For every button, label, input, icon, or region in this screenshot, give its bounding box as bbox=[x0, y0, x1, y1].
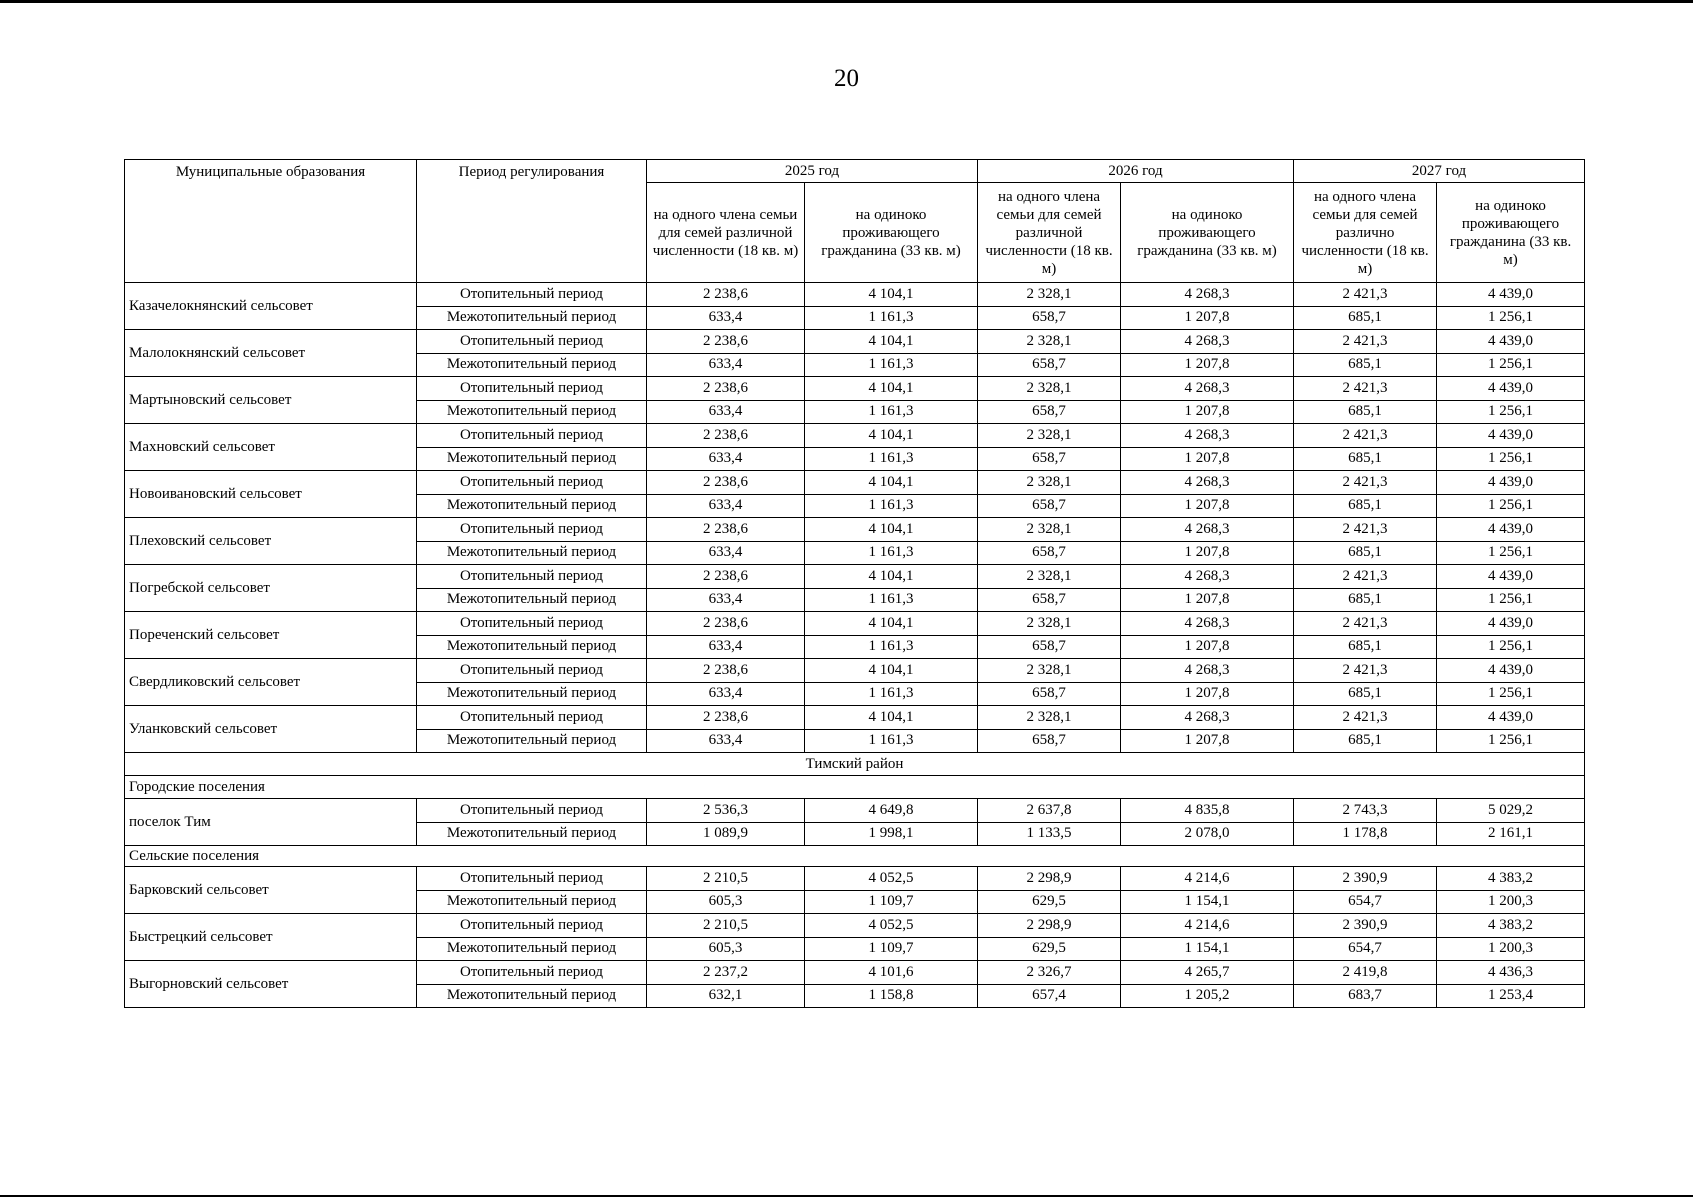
section-row bbox=[125, 776, 1585, 799]
tariff-cell: 1 207,8 bbox=[1121, 400, 1294, 424]
tariff-cell: 2 421,3 bbox=[1294, 471, 1437, 495]
tariff-cell: 685,1 bbox=[1294, 541, 1437, 565]
table-row bbox=[125, 612, 1585, 636]
period-non-heating: Межотопительный период bbox=[417, 635, 647, 659]
tariff-cell: 4 439,0 bbox=[1437, 471, 1585, 495]
tariff-cell: 2 328,1 bbox=[978, 330, 1121, 354]
tariff-cell: 2 238,6 bbox=[647, 424, 805, 448]
tariff-cell: 2 419,8 bbox=[1294, 961, 1437, 985]
tariff-cell: 1 207,8 bbox=[1121, 447, 1294, 471]
period-non-heating: Межотопительный период bbox=[417, 306, 647, 330]
bottom-page-border bbox=[0, 1195, 1693, 1197]
table-row bbox=[125, 330, 1585, 354]
tariff-cell: 2 238,6 bbox=[647, 612, 805, 636]
header-family-2026: на одного члена семьи для семей различной численности (18 кв. м) bbox=[978, 183, 1121, 283]
tariff-cell: 2 238,6 bbox=[647, 377, 805, 401]
subhead-title: Сельские поселения bbox=[125, 846, 1585, 867]
tariff-cell: 1 178,8 bbox=[1294, 822, 1437, 846]
tariff-cell: 1 256,1 bbox=[1437, 729, 1585, 753]
tariff-cell: 1 089,9 bbox=[647, 822, 805, 846]
tariff-cell: 1 207,8 bbox=[1121, 541, 1294, 565]
tariff-cell: 2 421,3 bbox=[1294, 283, 1437, 307]
tariff-cell: 4 214,6 bbox=[1121, 914, 1294, 938]
period-non-heating: Межотопительный период bbox=[417, 588, 647, 612]
tariff-cell: 1 256,1 bbox=[1437, 541, 1585, 565]
tariff-cell: 1 256,1 bbox=[1437, 682, 1585, 706]
tariff-cell: 605,3 bbox=[647, 937, 805, 961]
tariff-cell: 1 207,8 bbox=[1121, 729, 1294, 753]
tariff-cell: 2 328,1 bbox=[978, 283, 1121, 307]
tariff-cell: 1 161,3 bbox=[805, 494, 978, 518]
district-title: Тимский район bbox=[125, 753, 1585, 776]
tariff-cell: 2 328,1 bbox=[978, 377, 1121, 401]
tariff-cell: 685,1 bbox=[1294, 635, 1437, 659]
tariff-cell: 633,4 bbox=[647, 306, 805, 330]
tariff-cell: 2 637,8 bbox=[978, 799, 1121, 823]
tariff-cell: 4 104,1 bbox=[805, 706, 978, 730]
municipality-name: поселок Тим bbox=[125, 799, 417, 846]
tariff-cell: 1 161,3 bbox=[805, 682, 978, 706]
period-heating: Отопительный период bbox=[417, 867, 647, 891]
tariff-cell: 4 439,0 bbox=[1437, 612, 1585, 636]
tariff-cell: 632,1 bbox=[647, 984, 805, 1008]
tariff-cell: 685,1 bbox=[1294, 400, 1437, 424]
period-non-heating: Межотопительный период bbox=[417, 729, 647, 753]
tariff-cell: 4 214,6 bbox=[1121, 867, 1294, 891]
period-heating: Отопительный период bbox=[417, 799, 647, 823]
tariff-cell: 1 109,7 bbox=[805, 937, 978, 961]
period-heating: Отопительный период bbox=[417, 283, 647, 307]
tariff-cell: 2 238,6 bbox=[647, 659, 805, 683]
tariff-cell: 2 421,3 bbox=[1294, 612, 1437, 636]
tariff-cell: 1 256,1 bbox=[1437, 635, 1585, 659]
tariff-cell: 2 421,3 bbox=[1294, 518, 1437, 542]
tariff-cell: 4 268,3 bbox=[1121, 330, 1294, 354]
table-row bbox=[125, 518, 1585, 542]
tariff-cell: 4 383,2 bbox=[1437, 914, 1585, 938]
tariff-cell: 4 104,1 bbox=[805, 659, 978, 683]
period-non-heating: Межотопительный период bbox=[417, 822, 647, 846]
tariff-cell: 633,4 bbox=[647, 682, 805, 706]
tariff-cell: 4 439,0 bbox=[1437, 330, 1585, 354]
period-heating: Отопительный период bbox=[417, 961, 647, 985]
tariff-cell: 1 161,3 bbox=[805, 353, 978, 377]
tariff-cell: 4 265,7 bbox=[1121, 961, 1294, 985]
subhead-row bbox=[125, 846, 1585, 867]
tariff-cell: 1 207,8 bbox=[1121, 588, 1294, 612]
period-non-heating: Межотопительный период bbox=[417, 937, 647, 961]
tariff-cell: 658,7 bbox=[978, 494, 1121, 518]
header-family-2027: на одного члена семьи для семей различно численности (18 кв. м) bbox=[1294, 183, 1437, 283]
tariff-cell: 2 237,2 bbox=[647, 961, 805, 985]
municipality-name: Махновский сельсовет bbox=[125, 424, 417, 471]
tariff-cell: 4 439,0 bbox=[1437, 424, 1585, 448]
table-row bbox=[125, 961, 1585, 985]
tariff-cell: 4 104,1 bbox=[805, 518, 978, 542]
tariff-cell: 658,7 bbox=[978, 729, 1121, 753]
period-heating: Отопительный период bbox=[417, 518, 647, 542]
tariff-cell: 4 268,3 bbox=[1121, 706, 1294, 730]
period-heating: Отопительный период bbox=[417, 612, 647, 636]
tariff-cell: 1 207,8 bbox=[1121, 682, 1294, 706]
tariff-cell: 4 052,5 bbox=[805, 867, 978, 891]
tariff-cell: 2 421,3 bbox=[1294, 330, 1437, 354]
tariff-cell: 685,1 bbox=[1294, 588, 1437, 612]
tariff-cell: 1 161,3 bbox=[805, 541, 978, 565]
municipality-name: Малолокнянский сельсовет bbox=[125, 330, 417, 377]
tariff-cell: 658,7 bbox=[978, 588, 1121, 612]
municipality-name: Мартыновский сельсовет bbox=[125, 377, 417, 424]
tariff-cell: 633,4 bbox=[647, 541, 805, 565]
municipality-name: Уланковский сельсовет bbox=[125, 706, 417, 753]
table-row bbox=[125, 706, 1585, 730]
table-header bbox=[125, 160, 1585, 283]
tariff-cell: 4 439,0 bbox=[1437, 283, 1585, 307]
page-number: 20 bbox=[834, 65, 859, 92]
tariff-cell: 4 268,3 bbox=[1121, 659, 1294, 683]
tariff-cell: 629,5 bbox=[978, 937, 1121, 961]
municipality-name: Погребской сельсовет bbox=[125, 565, 417, 612]
period-non-heating: Межотопительный период bbox=[417, 541, 647, 565]
tariff-cell: 4 104,1 bbox=[805, 424, 978, 448]
tariff-cell: 1 207,8 bbox=[1121, 306, 1294, 330]
tariff-cell: 1 109,7 bbox=[805, 890, 978, 914]
tariff-cell: 2 421,3 bbox=[1294, 659, 1437, 683]
tariff-cell: 4 104,1 bbox=[805, 565, 978, 589]
tariff-cell: 1 256,1 bbox=[1437, 447, 1585, 471]
tariff-cell: 629,5 bbox=[978, 890, 1121, 914]
tariff-cell: 4 268,3 bbox=[1121, 283, 1294, 307]
tariff-cell: 4 268,3 bbox=[1121, 612, 1294, 636]
tariff-cell: 2 238,6 bbox=[647, 565, 805, 589]
table-row bbox=[125, 914, 1585, 938]
tariff-cell: 4 104,1 bbox=[805, 377, 978, 401]
tariff-cell: 1 161,3 bbox=[805, 306, 978, 330]
tariff-cell: 2 078,0 bbox=[1121, 822, 1294, 846]
tariff-cell: 633,4 bbox=[647, 729, 805, 753]
tariff-cell: 1 207,8 bbox=[1121, 635, 1294, 659]
header-family-2025: на одного члена семьи для семей различной численности (18 кв. м) bbox=[647, 183, 805, 283]
tariff-cell: 1 158,8 bbox=[805, 984, 978, 1008]
municipality-name: Плеховский сельсовет bbox=[125, 518, 417, 565]
tariff-cell: 1 998,1 bbox=[805, 822, 978, 846]
table-row bbox=[125, 799, 1585, 823]
header-year-2027: 2027 год bbox=[1294, 160, 1585, 183]
tariff-cell: 2 390,9 bbox=[1294, 914, 1437, 938]
tariff-cell: 658,7 bbox=[978, 541, 1121, 565]
tariff-cell: 1 256,1 bbox=[1437, 588, 1585, 612]
tariff-cell: 2 210,5 bbox=[647, 867, 805, 891]
tariff-cell: 4 268,3 bbox=[1121, 518, 1294, 542]
tariff-cell: 685,1 bbox=[1294, 306, 1437, 330]
period-heating: Отопительный период bbox=[417, 471, 647, 495]
period-heating: Отопительный период bbox=[417, 330, 647, 354]
period-non-heating: Межотопительный период bbox=[417, 400, 647, 424]
tariff-cell: 2 421,3 bbox=[1294, 565, 1437, 589]
tariff-cell: 685,1 bbox=[1294, 729, 1437, 753]
tariff-cell: 654,7 bbox=[1294, 937, 1437, 961]
tariff-cell: 658,7 bbox=[978, 682, 1121, 706]
tariff-cell: 2 238,6 bbox=[647, 330, 805, 354]
tariff-cell: 633,4 bbox=[647, 494, 805, 518]
tariff-cell: 658,7 bbox=[978, 635, 1121, 659]
period-heating: Отопительный период bbox=[417, 914, 647, 938]
tariff-cell: 2 390,9 bbox=[1294, 867, 1437, 891]
tariff-cell: 1 154,1 bbox=[1121, 937, 1294, 961]
tariff-cell: 1 154,1 bbox=[1121, 890, 1294, 914]
tariff-cell: 4 439,0 bbox=[1437, 377, 1585, 401]
tariff-cell: 2 238,6 bbox=[647, 518, 805, 542]
tariff-cell: 4 268,3 bbox=[1121, 377, 1294, 401]
period-non-heating: Межотопительный период bbox=[417, 682, 647, 706]
tariff-cell: 633,4 bbox=[647, 635, 805, 659]
tariff-cell: 2 536,3 bbox=[647, 799, 805, 823]
municipality-name: Казачелокнянский сельсовет bbox=[125, 283, 417, 330]
tariff-cell: 2 328,1 bbox=[978, 706, 1121, 730]
tariff-cell: 658,7 bbox=[978, 400, 1121, 424]
tariff-cell: 2 328,1 bbox=[978, 424, 1121, 448]
header-single-2027: на одиноко проживающего гражданина (33 кв. м) bbox=[1437, 183, 1585, 283]
top-page-border bbox=[0, 0, 1693, 3]
tariff-cell: 1 256,1 bbox=[1437, 494, 1585, 518]
tariff-cell: 4 104,1 bbox=[805, 330, 978, 354]
tariff-cell: 685,1 bbox=[1294, 447, 1437, 471]
tariff-cell: 4 439,0 bbox=[1437, 706, 1585, 730]
table-row bbox=[125, 867, 1585, 891]
tariff-cell: 1 161,3 bbox=[805, 729, 978, 753]
tariff-cell: 4 383,2 bbox=[1437, 867, 1585, 891]
tariff-cell: 4 104,1 bbox=[805, 612, 978, 636]
period-heating: Отопительный период bbox=[417, 565, 647, 589]
tariff-cell: 2 326,7 bbox=[978, 961, 1121, 985]
tariff-cell: 2 298,9 bbox=[978, 867, 1121, 891]
tariff-cell: 4 104,1 bbox=[805, 283, 978, 307]
period-non-heating: Межотопительный период bbox=[417, 890, 647, 914]
tariff-cell: 2 328,1 bbox=[978, 471, 1121, 495]
tariff-cell: 605,3 bbox=[647, 890, 805, 914]
header-period: Период регулирования bbox=[417, 160, 647, 283]
tariff-cell: 2 421,3 bbox=[1294, 377, 1437, 401]
table-row bbox=[125, 377, 1585, 401]
tariff-cell: 1 161,3 bbox=[805, 400, 978, 424]
tariff-cell: 658,7 bbox=[978, 306, 1121, 330]
tariff-cell: 2 421,3 bbox=[1294, 706, 1437, 730]
municipality-name: Свердликовский сельсовет bbox=[125, 659, 417, 706]
period-heating: Отопительный период bbox=[417, 377, 647, 401]
tariff-cell: 4 439,0 bbox=[1437, 518, 1585, 542]
tariff-cell: 1 253,4 bbox=[1437, 984, 1585, 1008]
tariff-cell: 685,1 bbox=[1294, 682, 1437, 706]
period-heating: Отопительный период bbox=[417, 706, 647, 730]
tariff-cell: 4 835,8 bbox=[1121, 799, 1294, 823]
municipality-name: Выгорновский сельсовет bbox=[125, 961, 417, 1008]
period-non-heating: Межотопительный период bbox=[417, 353, 647, 377]
tariff-cell: 4 052,5 bbox=[805, 914, 978, 938]
header-single-2025: на одиноко проживающего гражданина (33 кв. м) bbox=[805, 183, 978, 283]
tariff-cell: 1 200,3 bbox=[1437, 937, 1585, 961]
section-title: Городские поселения bbox=[125, 776, 1585, 799]
tariff-cell: 658,7 bbox=[978, 353, 1121, 377]
district-row bbox=[125, 753, 1585, 776]
period-heating: Отопительный период bbox=[417, 424, 647, 448]
tariff-cell: 4 436,3 bbox=[1437, 961, 1585, 985]
period-non-heating: Межотопительный период bbox=[417, 494, 647, 518]
tariff-cell: 1 133,5 bbox=[978, 822, 1121, 846]
municipality-name: Пореченский сельсовет bbox=[125, 612, 417, 659]
header-municipality: Муниципальные образования bbox=[125, 160, 417, 283]
tariff-cell: 1 207,8 bbox=[1121, 353, 1294, 377]
tariff-cell: 4 439,0 bbox=[1437, 565, 1585, 589]
tariff-cell: 1 161,3 bbox=[805, 447, 978, 471]
tariff-cell: 2 328,1 bbox=[978, 612, 1121, 636]
tariff-cell: 1 205,2 bbox=[1121, 984, 1294, 1008]
tariff-cell: 2 328,1 bbox=[978, 565, 1121, 589]
tariff-cell: 4 649,8 bbox=[805, 799, 978, 823]
table-row bbox=[125, 565, 1585, 589]
tariff-cell: 2 743,3 bbox=[1294, 799, 1437, 823]
tariff-cell: 2 210,5 bbox=[647, 914, 805, 938]
period-non-heating: Межотопительный период bbox=[417, 447, 647, 471]
tariff-cell: 1 207,8 bbox=[1121, 494, 1294, 518]
tariff-table bbox=[124, 159, 1585, 1008]
tariff-cell: 633,4 bbox=[647, 588, 805, 612]
table-row bbox=[125, 659, 1585, 683]
table-row bbox=[125, 283, 1585, 307]
tariff-cell: 654,7 bbox=[1294, 890, 1437, 914]
tariff-cell: 2 421,3 bbox=[1294, 424, 1437, 448]
tariff-cell: 4 104,1 bbox=[805, 471, 978, 495]
tariff-cell: 685,1 bbox=[1294, 353, 1437, 377]
tariff-cell: 633,4 bbox=[647, 353, 805, 377]
header-single-2026: на одиноко проживающего гражданина (33 кв. м) bbox=[1121, 183, 1294, 283]
tariff-cell: 1 200,3 bbox=[1437, 890, 1585, 914]
tariff-cell: 1 256,1 bbox=[1437, 306, 1585, 330]
municipality-name: Барковский сельсовет bbox=[125, 867, 417, 914]
tariff-cell: 2 298,9 bbox=[978, 914, 1121, 938]
tariff-cell: 2 328,1 bbox=[978, 518, 1121, 542]
tariff-cell: 685,1 bbox=[1294, 494, 1437, 518]
tariff-cell: 4 439,0 bbox=[1437, 659, 1585, 683]
tariff-cell: 683,7 bbox=[1294, 984, 1437, 1008]
tariff-cell: 5 029,2 bbox=[1437, 799, 1585, 823]
tariff-cell: 4 101,6 bbox=[805, 961, 978, 985]
tariff-cell: 1 256,1 bbox=[1437, 353, 1585, 377]
tariff-cell: 1 161,3 bbox=[805, 588, 978, 612]
table-row bbox=[125, 471, 1585, 495]
tariff-cell: 2 161,1 bbox=[1437, 822, 1585, 846]
header-year-2025: 2025 год bbox=[647, 160, 978, 183]
tariff-cell: 1 256,1 bbox=[1437, 400, 1585, 424]
table-body bbox=[125, 283, 1585, 1008]
municipality-name: Новоивановский сельсовет bbox=[125, 471, 417, 518]
tariff-cell: 2 328,1 bbox=[978, 659, 1121, 683]
tariff-cell: 658,7 bbox=[978, 447, 1121, 471]
tariff-cell: 2 238,6 bbox=[647, 706, 805, 730]
tariff-cell: 1 161,3 bbox=[805, 635, 978, 659]
municipality-name: Быстрецкий сельсовет bbox=[125, 914, 417, 961]
tariff-cell: 4 268,3 bbox=[1121, 424, 1294, 448]
tariff-cell: 657,4 bbox=[978, 984, 1121, 1008]
tariff-cell: 2 238,6 bbox=[647, 283, 805, 307]
table-row bbox=[125, 424, 1585, 448]
tariff-cell: 4 268,3 bbox=[1121, 565, 1294, 589]
tariff-cell: 633,4 bbox=[647, 447, 805, 471]
header-year-2026: 2026 год bbox=[978, 160, 1294, 183]
period-non-heating: Межотопительный период bbox=[417, 984, 647, 1008]
tariff-cell: 4 268,3 bbox=[1121, 471, 1294, 495]
period-heating: Отопительный период bbox=[417, 659, 647, 683]
tariff-cell: 633,4 bbox=[647, 400, 805, 424]
tariff-cell: 2 238,6 bbox=[647, 471, 805, 495]
